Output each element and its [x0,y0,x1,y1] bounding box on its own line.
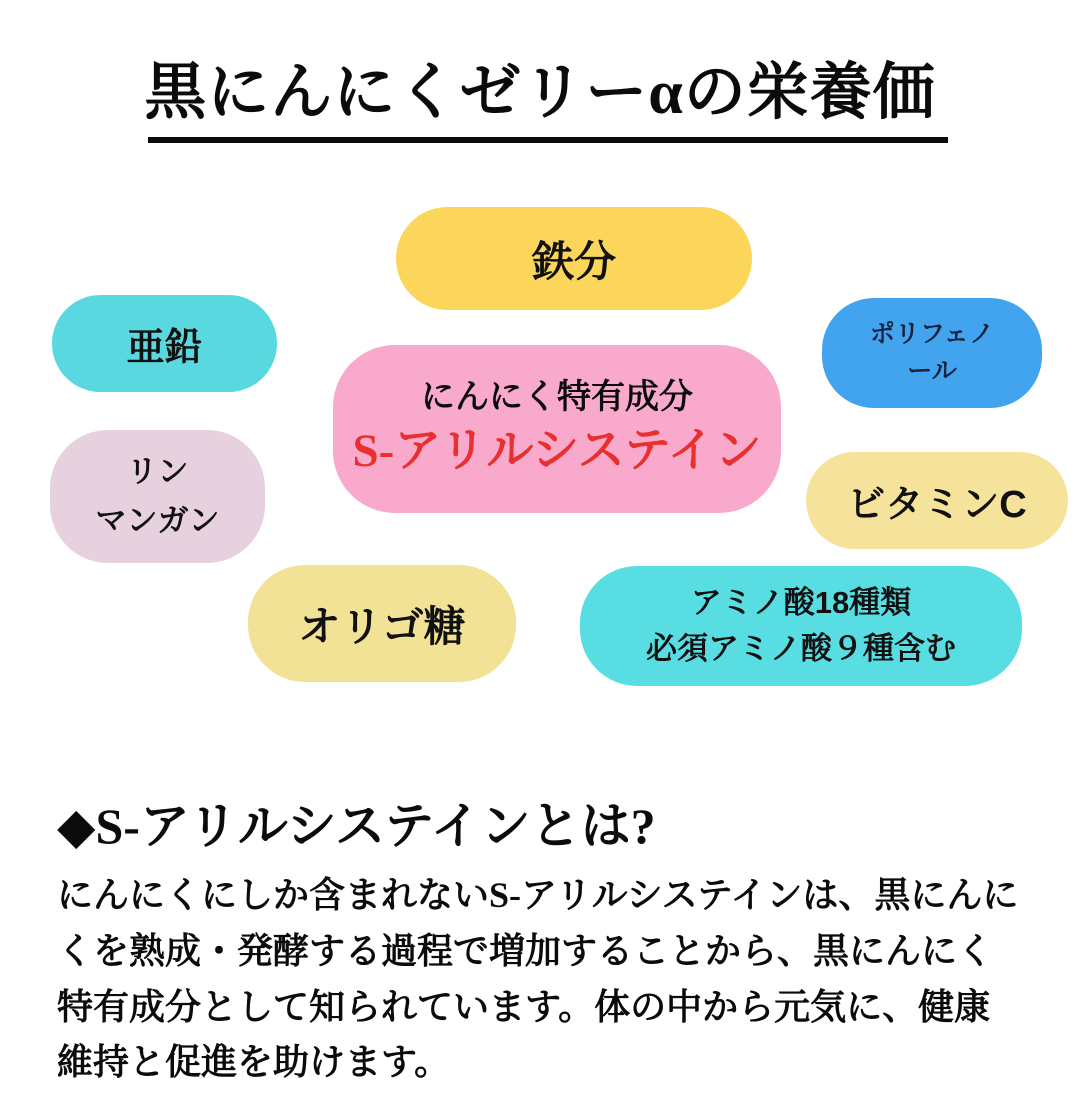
bubble-iron-label: 鉄分 [531,237,616,285]
bubble-amino-acids-line1: アミノ酸18種類 [690,584,912,620]
bubble-polyphenol-line2: ール [907,357,957,385]
page-title: 黒にんにくゼリーαの栄養価 [144,59,936,127]
bubble-manganese-label: マンガン [95,502,220,538]
bubble-s-allyl-cysteine-subtitle: にんにく特有成分 [421,379,693,417]
bubble-s-allyl-cysteine-name: S-アリルシステイン [352,425,762,478]
bubble-vitamin-c [806,452,1068,549]
bubble-oligosaccharide-label: オリゴ糖 [298,602,466,650]
bubble-amino-acids [580,566,1022,686]
bubble-vitamin-c-label: ビタミンC [847,484,1027,526]
bubble-phosphorus-label: リン [126,454,189,490]
bubble-zinc [52,295,277,392]
bubble-s-allyl-cysteine [333,345,781,513]
section-body: にんにくにしか含まれないS-アリルシステインは、黒にんにくを熟成・発酵する過程で増加することから、黒にんにく特有成分として知られています。体の中から元気に、健康維持と促進を助けます。 [57,875,1019,1083]
bubble-polyphenol [822,298,1042,408]
title-underline [148,137,948,143]
bubble-polyphenol-line1: ポリフェノ [869,319,995,348]
section-heading: ◆S-アリルシステインとは? [57,798,656,854]
bubble-zinc-label: 亜鉛 [126,327,203,369]
bubble-amino-acids-line2: 必須アミノ酸９種含む [646,631,956,666]
bubble-oligosaccharide [248,565,516,682]
bubble-iron [396,207,752,310]
bubble-phosphorus-manganese [50,430,265,563]
